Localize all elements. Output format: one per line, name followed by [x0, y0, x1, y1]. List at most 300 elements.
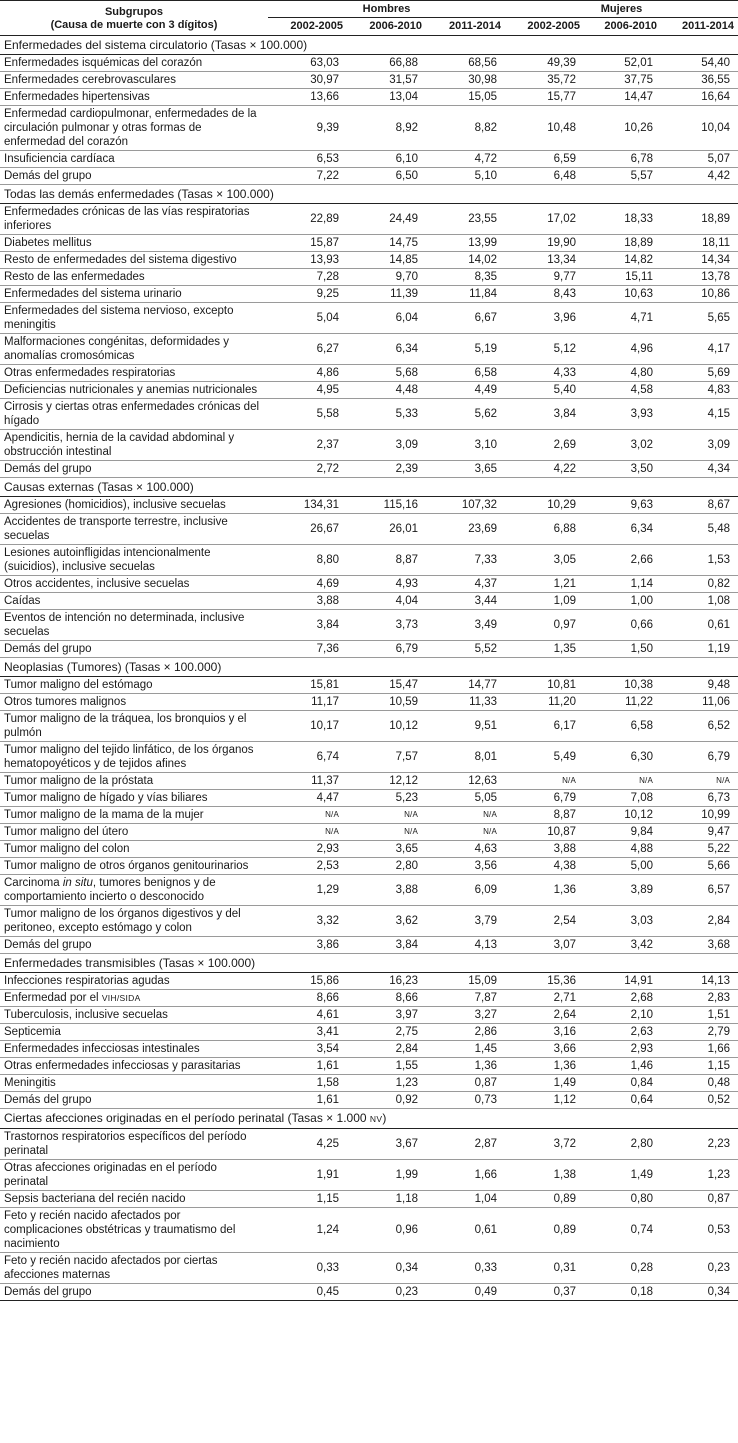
row-label: Demás del grupo [0, 937, 268, 954]
table-row [0, 514, 738, 545]
rate-cell: 10,59 [347, 694, 426, 711]
rate-cell: 5,66 [661, 858, 738, 875]
rate-cell: 23,69 [426, 514, 505, 545]
rate-cell: 0,31 [505, 1253, 584, 1284]
row-label: Enfermedades hipertensivas [0, 89, 268, 106]
rate-cell: 9,63 [584, 497, 661, 514]
rate-cell: 26,67 [268, 514, 347, 545]
rate-cell: 5,49 [505, 742, 584, 773]
row-label: Feto y recién nacido afectados por ciertas afecciones maternas [0, 1253, 268, 1284]
section-header-row [0, 1109, 738, 1129]
rate-cell: 6,88 [505, 514, 584, 545]
rate-cell: 2,72 [268, 461, 347, 478]
table-row [0, 790, 738, 807]
row-label: Agresiones (homicidios), inclusive secuelas [0, 497, 268, 514]
row-label: Otros tumores malignos [0, 694, 268, 711]
rate-cell: 15,86 [268, 973, 347, 990]
rate-cell: 2,79 [661, 1024, 738, 1041]
rate-cell: 9,25 [268, 286, 347, 303]
year-header: 2011-2014 [661, 18, 738, 36]
rate-cell: 14,91 [584, 973, 661, 990]
table-header [0, 1, 738, 36]
table-row [0, 1041, 738, 1058]
rate-cell: 1,15 [268, 1191, 347, 1208]
rate-cell: 4,42 [661, 168, 738, 185]
rate-cell: 3,84 [347, 937, 426, 954]
rate-cell: 0,23 [347, 1284, 426, 1301]
row-label: Tumor maligno del estómago [0, 677, 268, 694]
men-group-header: Hombres [268, 1, 505, 18]
table-row [0, 461, 738, 478]
rate-cell: 2,69 [505, 430, 584, 461]
rate-cell: 11,22 [584, 694, 661, 711]
year-header: 2006-2010 [584, 18, 661, 36]
rate-cell: 4,86 [268, 365, 347, 382]
rate-cell: 37,75 [584, 72, 661, 89]
rate-cell: 14,02 [426, 252, 505, 269]
rate-cell: 5,22 [661, 841, 738, 858]
row-label: Insuficiencia cardíaca [0, 151, 268, 168]
rate-cell: 10,63 [584, 286, 661, 303]
rate-cell: 10,12 [584, 807, 661, 824]
rate-cell: 4,25 [268, 1129, 347, 1160]
rate-cell: 2,23 [661, 1129, 738, 1160]
rate-cell: 4,80 [584, 365, 661, 382]
rate-cell: 5,69 [661, 365, 738, 382]
rate-cell: 1,04 [426, 1191, 505, 1208]
rate-cell: 2,68 [584, 990, 661, 1007]
table-row [0, 1092, 738, 1109]
rate-cell: 7,87 [426, 990, 505, 1007]
row-label: Tumor maligno de otros órganos genitourinarios [0, 858, 268, 875]
rate-cell: 0,52 [661, 1092, 738, 1109]
rate-cell: 1,19 [661, 641, 738, 658]
rate-cell: 17,02 [505, 204, 584, 235]
rate-cell: 14,85 [347, 252, 426, 269]
rate-cell: 8,87 [347, 545, 426, 576]
rate-cell: 2,84 [661, 906, 738, 937]
rate-cell: 10,48 [505, 106, 584, 151]
rate-cell: 0,37 [505, 1284, 584, 1301]
rate-cell: 16,23 [347, 973, 426, 990]
rate-cell: 8,82 [426, 106, 505, 151]
table-row [0, 168, 738, 185]
row-label: Demás del grupo [0, 461, 268, 478]
rate-cell: 1,49 [505, 1075, 584, 1092]
rate-cell: 1,12 [505, 1092, 584, 1109]
table-row [0, 545, 738, 576]
rate-cell: 1,15 [661, 1058, 738, 1075]
table-row [0, 235, 738, 252]
rate-cell: 2,80 [584, 1129, 661, 1160]
rate-cell: 4,47 [268, 790, 347, 807]
rate-cell: 4,95 [268, 382, 347, 399]
row-label: Infecciones respiratorias agudas [0, 973, 268, 990]
row-label: Enfermedad cardiopulmonar, enfermedades de la circulación pulmonar y otras formas de enfermedad del corazón [0, 106, 268, 151]
table-row [0, 677, 738, 694]
rate-cell: 14,47 [584, 89, 661, 106]
rate-cell: 14,75 [347, 235, 426, 252]
rate-cell: 2,87 [426, 1129, 505, 1160]
rate-cell: 10,12 [347, 711, 426, 742]
rate-cell: 4,88 [584, 841, 661, 858]
rate-cell: N/A [584, 773, 661, 790]
rate-cell: 5,00 [584, 858, 661, 875]
rate-cell: 5,68 [347, 365, 426, 382]
rate-cell: 1,61 [268, 1058, 347, 1075]
rate-cell: 0,33 [426, 1253, 505, 1284]
rate-cell: 2,84 [347, 1041, 426, 1058]
rate-cell: 15,09 [426, 973, 505, 990]
table-row [0, 72, 738, 89]
year-header: 2006-2010 [347, 18, 426, 36]
row-label: Otros accidentes, inclusive secuelas [0, 576, 268, 593]
rate-cell: 16,64 [661, 89, 738, 106]
rate-cell: 1,61 [268, 1092, 347, 1109]
table-row [0, 1007, 738, 1024]
rate-cell: 3,97 [347, 1007, 426, 1024]
rate-cell: 1,50 [584, 641, 661, 658]
rate-cell: 3,07 [505, 937, 584, 954]
table-row [0, 303, 738, 334]
table-row [0, 610, 738, 641]
rate-cell: 6,57 [661, 875, 738, 906]
rate-cell: 2,39 [347, 461, 426, 478]
rate-cell: 0,48 [661, 1075, 738, 1092]
rate-cell: N/A [268, 807, 347, 824]
row-label: Diabetes mellitus [0, 235, 268, 252]
rate-cell: 3,66 [505, 1041, 584, 1058]
rate-cell: 3,09 [661, 430, 738, 461]
rate-cell: 4,17 [661, 334, 738, 365]
rate-cell: 3,96 [505, 303, 584, 334]
row-label: Enfermedades infecciosas intestinales [0, 1041, 268, 1058]
rate-cell: 8,66 [347, 990, 426, 1007]
rate-cell: 0,61 [426, 1208, 505, 1253]
rate-cell: N/A [426, 824, 505, 841]
rate-cell: 15,05 [426, 89, 505, 106]
rate-cell: 3,03 [584, 906, 661, 937]
table-row [0, 973, 738, 990]
row-label: Tumor maligno de la próstata [0, 773, 268, 790]
rate-cell: 2,93 [584, 1041, 661, 1058]
rate-cell: 7,57 [347, 742, 426, 773]
rate-cell: 3,86 [268, 937, 347, 954]
rate-cell: 10,38 [584, 677, 661, 694]
table-row [0, 106, 738, 151]
rate-cell: 13,93 [268, 252, 347, 269]
row-label: Tumor maligno del útero [0, 824, 268, 841]
rate-cell: 3,89 [584, 875, 661, 906]
rate-cell: 3,68 [661, 937, 738, 954]
rate-cell: 15,11 [584, 269, 661, 286]
rate-cell: 3,88 [505, 841, 584, 858]
rate-cell: 12,63 [426, 773, 505, 790]
rate-cell: 8,66 [268, 990, 347, 1007]
rate-cell: 6,79 [347, 641, 426, 658]
table-row [0, 497, 738, 514]
rate-cell: 2,37 [268, 430, 347, 461]
row-label: Cirrosis y ciertas otras enfermedades crónicas del hígado [0, 399, 268, 430]
table-row [0, 841, 738, 858]
rate-cell: 1,18 [347, 1191, 426, 1208]
rate-cell: 0,97 [505, 610, 584, 641]
rate-cell: 5,40 [505, 382, 584, 399]
rate-cell: 10,81 [505, 677, 584, 694]
rate-cell: 2,10 [584, 1007, 661, 1024]
rate-cell: 3,27 [426, 1007, 505, 1024]
row-label: Apendicitis, hernia de la cavidad abdominal y obstrucción intestinal [0, 430, 268, 461]
rate-cell: 3,32 [268, 906, 347, 937]
rate-cell: 4,37 [426, 576, 505, 593]
row-label: Tuberculosis, inclusive secuelas [0, 1007, 268, 1024]
rate-cell: 6,67 [426, 303, 505, 334]
rate-cell: 0,89 [505, 1208, 584, 1253]
rate-cell: 1,36 [505, 875, 584, 906]
rate-cell: 23,55 [426, 204, 505, 235]
table-row [0, 334, 738, 365]
row-label: Resto de las enfermedades [0, 269, 268, 286]
rate-cell: 5,04 [268, 303, 347, 334]
rate-cell: 4,38 [505, 858, 584, 875]
rate-cell: 4,15 [661, 399, 738, 430]
rate-cell: 6,34 [584, 514, 661, 545]
rate-cell: 0,18 [584, 1284, 661, 1301]
rate-cell: 0,89 [505, 1191, 584, 1208]
rate-cell: 3,93 [584, 399, 661, 430]
row-label: Carcinoma in situ, tumores benignos y de comportamiento incierto o desconocido [0, 875, 268, 906]
table-row [0, 937, 738, 954]
rate-cell: 10,29 [505, 497, 584, 514]
rate-cell: 1,00 [584, 593, 661, 610]
year-header: 2011-2014 [426, 18, 505, 36]
table-row [0, 824, 738, 841]
rate-cell: 2,63 [584, 1024, 661, 1041]
rate-cell: 3,73 [347, 610, 426, 641]
rate-cell: 0,74 [584, 1208, 661, 1253]
row-label: Lesiones autoinfligidas intencionalmente (suicidios), inclusive secuelas [0, 545, 268, 576]
table-row [0, 151, 738, 168]
rate-cell: 1,46 [584, 1058, 661, 1075]
rate-cell: N/A [426, 807, 505, 824]
rate-cell: N/A [661, 773, 738, 790]
table-row [0, 1129, 738, 1160]
rate-cell: 2,83 [661, 990, 738, 1007]
rate-cell: 8,01 [426, 742, 505, 773]
row-label: Tumor maligno de los órganos digestivos y del peritoneo, excepto estómago y colon [0, 906, 268, 937]
rate-cell: 18,11 [661, 235, 738, 252]
rate-cell: 134,31 [268, 497, 347, 514]
rate-cell: 7,28 [268, 269, 347, 286]
rate-cell: 6,27 [268, 334, 347, 365]
rate-cell: 8,92 [347, 106, 426, 151]
row-label: Malformaciones congénitas, deformidades y anomalías cromosómicas [0, 334, 268, 365]
rate-cell: 0,34 [347, 1253, 426, 1284]
rate-cell: 10,87 [505, 824, 584, 841]
rate-cell: 15,36 [505, 973, 584, 990]
row-label: Feto y recién nacido afectados por complicaciones obstétricas y traumatismo del nacimiento [0, 1208, 268, 1253]
rate-cell: 68,56 [426, 55, 505, 72]
table-row [0, 89, 738, 106]
subgroups-header-subtitle: (Causa de muerte con 3 dígitos) [50, 18, 218, 31]
section-header-row [0, 36, 738, 55]
rate-cell: 13,99 [426, 235, 505, 252]
rate-cell: 1,23 [347, 1075, 426, 1092]
rate-cell: 0,73 [426, 1092, 505, 1109]
rate-cell: 3,65 [347, 841, 426, 858]
rate-cell: 7,22 [268, 168, 347, 185]
rate-cell: 9,84 [584, 824, 661, 841]
rate-cell: 6,30 [584, 742, 661, 773]
rate-cell: 4,04 [347, 593, 426, 610]
rate-cell: 9,51 [426, 711, 505, 742]
year-header: 2002-2005 [505, 18, 584, 36]
rate-cell: 107,32 [426, 497, 505, 514]
rate-cell: 5,62 [426, 399, 505, 430]
rate-cell: 115,16 [347, 497, 426, 514]
rate-cell: 10,17 [268, 711, 347, 742]
rate-cell: 0,45 [268, 1284, 347, 1301]
rate-cell: 18,89 [584, 235, 661, 252]
rate-cell: 63,03 [268, 55, 347, 72]
rate-cell: 0,87 [426, 1075, 505, 1092]
table-body [0, 36, 738, 1301]
rate-cell: 13,04 [347, 89, 426, 106]
rate-cell: 1,58 [268, 1075, 347, 1092]
table-row [0, 269, 738, 286]
rate-cell: 6,10 [347, 151, 426, 168]
rate-cell: 2,93 [268, 841, 347, 858]
row-label: Deficiencias nutricionales y anemias nutricionales [0, 382, 268, 399]
rate-cell: 4,34 [661, 461, 738, 478]
rate-cell: 3,84 [268, 610, 347, 641]
rate-cell: 7,08 [584, 790, 661, 807]
rate-cell: 6,79 [661, 742, 738, 773]
row-label: Resto de enfermedades del sistema digestivo [0, 252, 268, 269]
row-label: Meningitis [0, 1075, 268, 1092]
rate-cell: 3,79 [426, 906, 505, 937]
table-row [0, 1058, 738, 1075]
rate-cell: 0,49 [426, 1284, 505, 1301]
rate-cell: 1,36 [426, 1058, 505, 1075]
rate-cell: 7,33 [426, 545, 505, 576]
row-label: Enfermedades isquémicas del corazón [0, 55, 268, 72]
rate-cell: 4,58 [584, 382, 661, 399]
table-row [0, 1160, 738, 1191]
rate-cell: 5,23 [347, 790, 426, 807]
row-label: Eventos de intención no determinada, inclusive secuelas [0, 610, 268, 641]
table-row [0, 906, 738, 937]
table-row [0, 382, 738, 399]
rate-cell: 2,86 [426, 1024, 505, 1041]
rate-cell: 10,26 [584, 106, 661, 151]
rate-cell: 4,49 [426, 382, 505, 399]
rate-cell: 5,52 [426, 641, 505, 658]
rate-cell: 52,01 [584, 55, 661, 72]
section-title: Enfermedades transmisibles (Tasas × 100.000) [0, 954, 738, 973]
rate-cell: 1,38 [505, 1160, 584, 1191]
rate-cell: 3,54 [268, 1041, 347, 1058]
rate-cell: 1,23 [661, 1160, 738, 1191]
rate-cell: 66,88 [347, 55, 426, 72]
rate-cell: 5,57 [584, 168, 661, 185]
rate-cell: 6,09 [426, 875, 505, 906]
rate-cell: 3,44 [426, 593, 505, 610]
row-label: Trastornos respiratorios específicos del período perinatal [0, 1129, 268, 1160]
table-row [0, 593, 738, 610]
table-row [0, 1075, 738, 1092]
rate-cell: 5,48 [661, 514, 738, 545]
table-row [0, 430, 738, 461]
rate-cell: 2,54 [505, 906, 584, 937]
rate-cell: 15,47 [347, 677, 426, 694]
rate-cell: 4,63 [426, 841, 505, 858]
rate-cell: 1,99 [347, 1160, 426, 1191]
rate-cell: 12,12 [347, 773, 426, 790]
rate-cell: 1,53 [661, 545, 738, 576]
rate-cell: 3,02 [584, 430, 661, 461]
rate-cell: 6,73 [661, 790, 738, 807]
subgroups-header [0, 1, 268, 36]
row-label: Otras afecciones originadas en el período perinatal [0, 1160, 268, 1191]
rate-cell: 1,55 [347, 1058, 426, 1075]
row-label: Enfermedad por el VIH/SIDA [0, 990, 268, 1007]
row-label: Demás del grupo [0, 168, 268, 185]
rate-cell: 4,96 [584, 334, 661, 365]
rate-cell: 4,48 [347, 382, 426, 399]
rate-cell: 1,91 [268, 1160, 347, 1191]
table-row [0, 1191, 738, 1208]
rate-cell: 0,28 [584, 1253, 661, 1284]
rate-cell: 15,81 [268, 677, 347, 694]
rate-cell: 4,93 [347, 576, 426, 593]
rate-cell: 6,52 [661, 711, 738, 742]
rate-cell: 0,82 [661, 576, 738, 593]
rate-cell: 1,66 [426, 1160, 505, 1191]
rate-cell: 8,35 [426, 269, 505, 286]
rate-cell: 13,34 [505, 252, 584, 269]
rate-cell: 14,34 [661, 252, 738, 269]
rate-cell: 6,48 [505, 168, 584, 185]
row-label: Septicemia [0, 1024, 268, 1041]
rate-cell: 0,92 [347, 1092, 426, 1109]
rate-cell: 8,80 [268, 545, 347, 576]
table-row [0, 1253, 738, 1284]
rate-cell: 4,69 [268, 576, 347, 593]
rate-cell: 2,71 [505, 990, 584, 1007]
rate-cell: 18,89 [661, 204, 738, 235]
rate-cell: 3,88 [268, 593, 347, 610]
rate-cell: 5,58 [268, 399, 347, 430]
rate-cell: 35,72 [505, 72, 584, 89]
rate-cell: 14,13 [661, 973, 738, 990]
table-row [0, 875, 738, 906]
rate-cell: 6,58 [584, 711, 661, 742]
rate-cell: 8,67 [661, 497, 738, 514]
rate-cell: 1,09 [505, 593, 584, 610]
rate-cell: 5,19 [426, 334, 505, 365]
rate-cell: 3,72 [505, 1129, 584, 1160]
rate-cell: 26,01 [347, 514, 426, 545]
rate-cell: 11,84 [426, 286, 505, 303]
rate-cell: 14,77 [426, 677, 505, 694]
section-header-row [0, 478, 738, 497]
rate-cell: 3,56 [426, 858, 505, 875]
rate-cell: 6,74 [268, 742, 347, 773]
table-row [0, 858, 738, 875]
rate-cell: 5,33 [347, 399, 426, 430]
rate-cell: 9,77 [505, 269, 584, 286]
